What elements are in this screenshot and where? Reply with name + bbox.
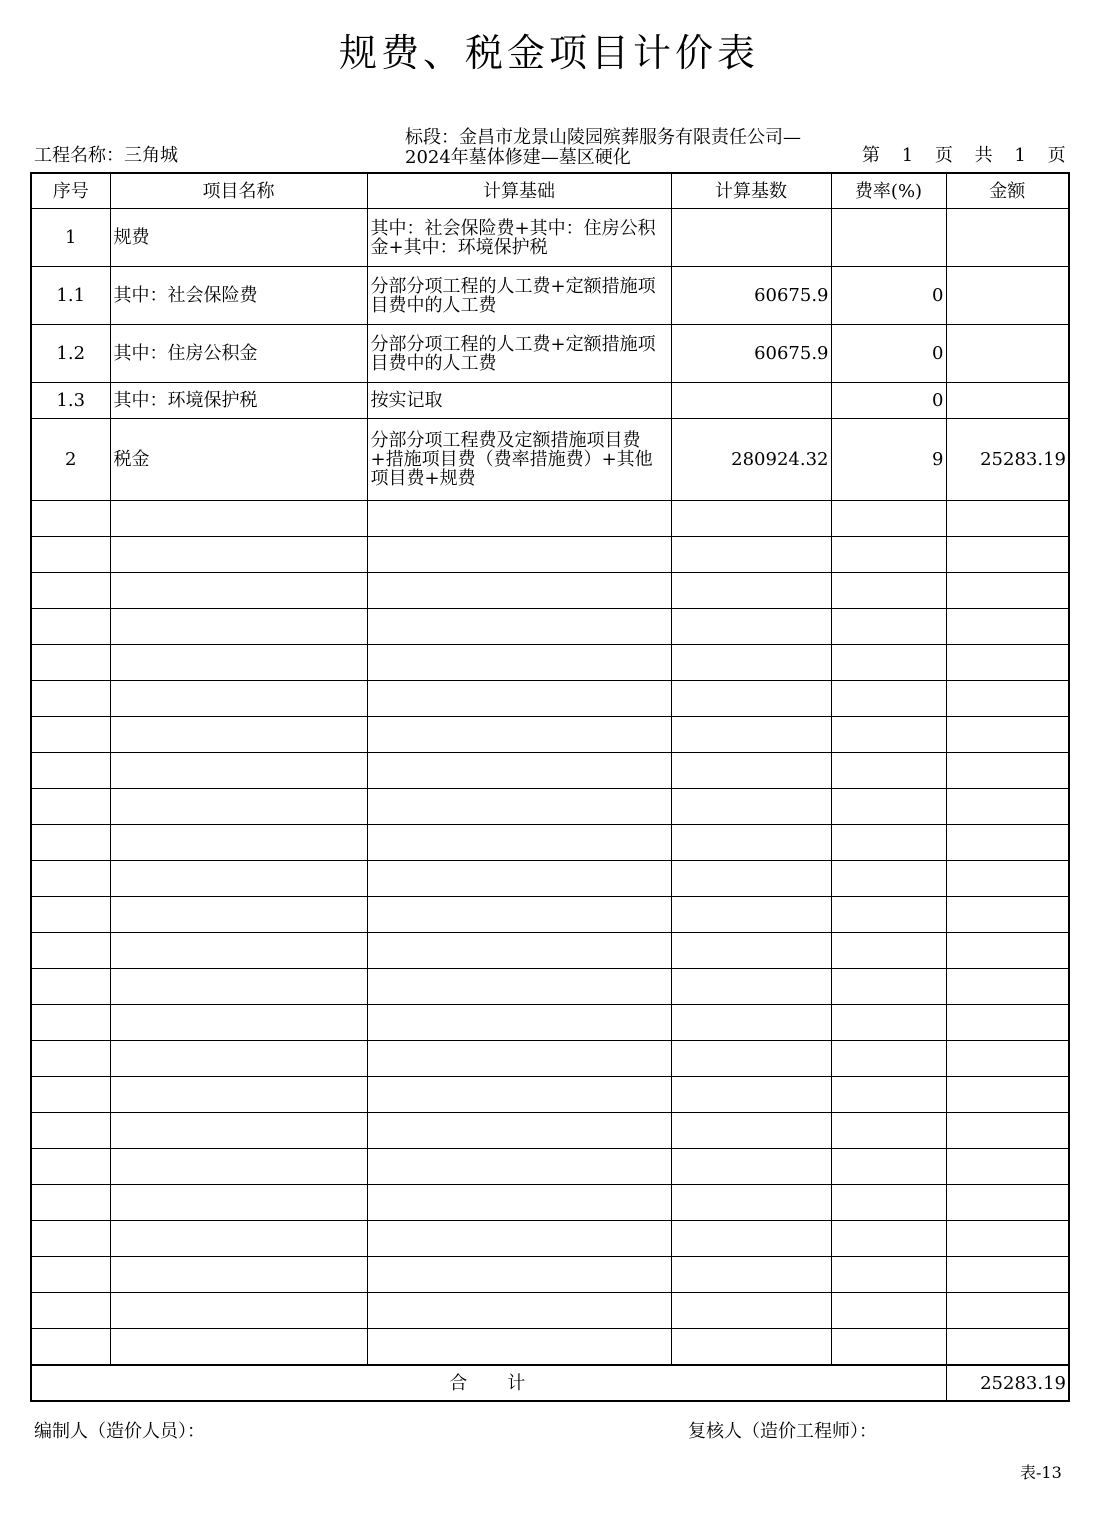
empty-row (31, 897, 1069, 933)
empty-cell (31, 609, 110, 645)
empty-row (31, 681, 1069, 717)
empty-cell (367, 789, 671, 825)
empty-cell (671, 789, 831, 825)
empty-cell (367, 501, 671, 537)
empty-cell (946, 645, 1069, 681)
empty-cell (31, 573, 110, 609)
empty-cell (671, 681, 831, 717)
section-name: 标段：金昌市龙景山陵园殡葬服务有限责任公司—2024年墓体修建—墓区硬化 (405, 127, 801, 168)
empty-cell (831, 1329, 946, 1366)
table-row (31, 209, 1069, 267)
empty-cell (671, 933, 831, 969)
empty-cell (31, 1113, 110, 1149)
empty-cell (31, 1329, 110, 1366)
page-indicator (862, 146, 1066, 166)
table-row (31, 383, 1069, 419)
empty-cell (367, 1221, 671, 1257)
col-header-name: 项目名称 (110, 173, 367, 209)
empty-cell (831, 1113, 946, 1149)
empty-cell (671, 1257, 831, 1293)
cell-amount (946, 325, 1069, 383)
empty-cell (367, 645, 671, 681)
table-header-row (31, 173, 1069, 209)
cell-amount-base: 60675.9 (671, 267, 831, 325)
cell-name: 其中：环境保护税 (110, 383, 367, 419)
empty-row (31, 825, 1069, 861)
cell-name: 其中：住房公积金 (110, 325, 367, 383)
empty-cell (671, 1185, 831, 1221)
empty-cell (831, 1185, 946, 1221)
cell-base: 分部分项工程费及定额措施项目费+措施项目费（费率措施费）+其他项目费+规费 (367, 419, 671, 501)
fee-table-wrap (30, 172, 1070, 1402)
empty-cell (671, 717, 831, 753)
empty-cell (831, 573, 946, 609)
empty-cell (367, 933, 671, 969)
cell-base: 其中：社会保险费+其中：住房公积金+其中：环境保护税 (367, 209, 671, 267)
empty-row (31, 1221, 1069, 1257)
empty-cell (831, 1149, 946, 1185)
col-header-rate: 费率(%) (831, 173, 946, 209)
empty-row (31, 573, 1069, 609)
empty-cell (367, 1257, 671, 1293)
empty-cell (110, 1077, 367, 1113)
form-code: 表-13 (1020, 1463, 1062, 1482)
empty-cell (946, 1221, 1069, 1257)
empty-row (31, 1257, 1069, 1293)
empty-row (31, 717, 1069, 753)
cell-rate: 0 (831, 383, 946, 419)
empty-cell (110, 1041, 367, 1077)
empty-cell (110, 1221, 367, 1257)
empty-row (31, 1005, 1069, 1041)
empty-row (31, 609, 1069, 645)
empty-cell (831, 1293, 946, 1329)
empty-cell (831, 501, 946, 537)
empty-cell (110, 717, 367, 753)
empty-cell (946, 1257, 1069, 1293)
empty-cell (367, 1041, 671, 1077)
empty-cell (671, 753, 831, 789)
empty-cell (946, 1113, 1069, 1149)
empty-cell (110, 1293, 367, 1329)
page-title: 规费、税金项目计价表 (338, 31, 759, 75)
cell-base: 按实记取 (367, 383, 671, 419)
empty-cell (110, 897, 367, 933)
empty-row (31, 753, 1069, 789)
empty-cell (946, 1185, 1069, 1221)
empty-cell (671, 1221, 831, 1257)
empty-cell (946, 861, 1069, 897)
table-row (31, 267, 1069, 325)
empty-cell (946, 1329, 1069, 1366)
empty-cell (31, 645, 110, 681)
empty-row (31, 1149, 1069, 1185)
empty-cell (831, 1221, 946, 1257)
cell-base: 分部分项工程的人工费+定额措施项目费中的人工费 (367, 325, 671, 383)
empty-cell (671, 897, 831, 933)
cell-rate: 0 (831, 267, 946, 325)
empty-cell (31, 537, 110, 573)
empty-row (31, 969, 1069, 1005)
empty-cell (831, 825, 946, 861)
empty-cell (367, 1185, 671, 1221)
cell-amount-base: 280924.32 (671, 419, 831, 501)
empty-cell (110, 501, 367, 537)
fee-table (30, 172, 1070, 1402)
empty-cell (946, 573, 1069, 609)
total-row (31, 1365, 1069, 1401)
empty-cell (367, 1113, 671, 1149)
empty-cell (671, 1149, 831, 1185)
page-di: 第 (862, 145, 880, 166)
empty-cell (110, 681, 367, 717)
total-label: 合计 (31, 1365, 946, 1401)
cell-base: 分部分项工程的人工费+定额措施项目费中的人工费 (367, 267, 671, 325)
empty-cell (671, 1113, 831, 1149)
col-header-amount-base: 计算基数 (671, 173, 831, 209)
cell-rate: 9 (831, 419, 946, 501)
col-header-base: 计算基础 (367, 173, 671, 209)
empty-cell (831, 681, 946, 717)
cell-amount: 25283.19 (946, 419, 1069, 501)
empty-cell (110, 1329, 367, 1366)
table-row (31, 325, 1069, 383)
page-gong: 共 (974, 145, 993, 166)
empty-cell (367, 1077, 671, 1113)
empty-cell (946, 1149, 1069, 1185)
empty-cell (110, 1113, 367, 1149)
empty-cell (671, 825, 831, 861)
cell-amount-base (671, 209, 831, 267)
cell-amount (946, 383, 1069, 419)
empty-cell (110, 753, 367, 789)
empty-cell (367, 753, 671, 789)
empty-cell (31, 1221, 110, 1257)
empty-cell (31, 1185, 110, 1221)
empty-row (31, 1113, 1069, 1149)
empty-row (31, 501, 1069, 537)
empty-cell (946, 1005, 1069, 1041)
empty-cell (946, 501, 1069, 537)
empty-cell (831, 897, 946, 933)
empty-row (31, 1293, 1069, 1329)
empty-row (31, 645, 1069, 681)
empty-cell (946, 537, 1069, 573)
page-current: 1 (901, 145, 914, 166)
empty-cell (367, 1005, 671, 1041)
cell-amount-base (671, 383, 831, 419)
empty-cell (31, 1293, 110, 1329)
empty-cell (831, 537, 946, 573)
empty-cell (671, 537, 831, 573)
empty-cell (110, 537, 367, 573)
empty-cell (831, 1257, 946, 1293)
empty-cell (110, 645, 367, 681)
empty-cell (831, 861, 946, 897)
empty-cell (31, 501, 110, 537)
empty-cell (110, 969, 367, 1005)
empty-cell (31, 1005, 110, 1041)
empty-cell (946, 1077, 1069, 1113)
empty-cell (946, 681, 1069, 717)
empty-row (31, 933, 1069, 969)
empty-cell (31, 1041, 110, 1077)
cell-name: 税金 (110, 419, 367, 501)
empty-cell (31, 717, 110, 753)
cell-name: 规费 (110, 209, 367, 267)
empty-cell (831, 969, 946, 1005)
page-ye2: 页 (1047, 145, 1066, 166)
empty-cell (946, 933, 1069, 969)
empty-cell (110, 1185, 367, 1221)
empty-cell (367, 861, 671, 897)
col-header-no: 序号 (31, 173, 110, 209)
empty-cell (671, 861, 831, 897)
preparer-label: 编制人（造价人员）： (34, 1421, 205, 1442)
cell-amount (946, 267, 1069, 325)
empty-cell (831, 1077, 946, 1113)
empty-cell (671, 1329, 831, 1366)
empty-cell (31, 861, 110, 897)
empty-cell (110, 573, 367, 609)
cell-name: 其中：社会保险费 (110, 267, 367, 325)
empty-cell (367, 1329, 671, 1366)
total-amount: 25283.19 (946, 1365, 1069, 1401)
cell-no: 1 (31, 209, 110, 267)
empty-cell (110, 1149, 367, 1185)
empty-cell (946, 753, 1069, 789)
cell-amount (946, 209, 1069, 267)
cell-no: 1.2 (31, 325, 110, 383)
empty-cell (367, 573, 671, 609)
empty-cell (367, 1293, 671, 1329)
empty-row (31, 861, 1069, 897)
page-total: 1 (1014, 145, 1026, 166)
empty-cell (367, 609, 671, 645)
empty-cell (946, 789, 1069, 825)
empty-cell (31, 753, 110, 789)
empty-cell (831, 1005, 946, 1041)
empty-cell (671, 1041, 831, 1077)
empty-cell (110, 861, 367, 897)
empty-cell (110, 1257, 367, 1293)
empty-cell (31, 789, 110, 825)
cell-rate: 0 (831, 325, 946, 383)
empty-cell (31, 681, 110, 717)
reviewer-label: 复核人（造价工程师）： (688, 1421, 877, 1442)
empty-cell (367, 1149, 671, 1185)
empty-cell (367, 537, 671, 573)
empty-cell (367, 969, 671, 1005)
empty-cell (946, 609, 1069, 645)
empty-cell (831, 933, 946, 969)
empty-cell (831, 609, 946, 645)
empty-cell (31, 1257, 110, 1293)
empty-cell (31, 969, 110, 1005)
empty-cell (671, 1293, 831, 1329)
empty-cell (671, 969, 831, 1005)
empty-cell (671, 1005, 831, 1041)
empty-cell (946, 1293, 1069, 1329)
empty-row (31, 1185, 1069, 1221)
empty-cell (671, 501, 831, 537)
empty-cell (946, 1041, 1069, 1077)
empty-cell (831, 1041, 946, 1077)
empty-cell (110, 825, 367, 861)
empty-cell (31, 897, 110, 933)
empty-cell (946, 825, 1069, 861)
empty-cell (671, 609, 831, 645)
empty-cell (671, 645, 831, 681)
empty-cell (367, 825, 671, 861)
empty-cell (31, 1149, 110, 1185)
empty-cell (31, 825, 110, 861)
empty-cell (831, 645, 946, 681)
empty-row (31, 789, 1069, 825)
cell-no: 2 (31, 419, 110, 501)
empty-row (31, 1041, 1069, 1077)
empty-cell (110, 933, 367, 969)
empty-cell (110, 789, 367, 825)
empty-cell (367, 681, 671, 717)
empty-cell (671, 1077, 831, 1113)
empty-cell (110, 609, 367, 645)
page-ye: 页 (934, 145, 953, 166)
empty-cell (110, 1005, 367, 1041)
col-header-amount: 金额 (946, 173, 1069, 209)
empty-cell (831, 753, 946, 789)
empty-cell (31, 1077, 110, 1113)
empty-row (31, 1329, 1069, 1366)
empty-cell (367, 897, 671, 933)
project-name: 工程名称：三角城 (34, 145, 178, 166)
cell-amount-base: 60675.9 (671, 325, 831, 383)
empty-cell (946, 717, 1069, 753)
empty-cell (831, 717, 946, 753)
cell-no: 1.3 (31, 383, 110, 419)
cell-rate (831, 209, 946, 267)
empty-cell (946, 897, 1069, 933)
empty-row (31, 537, 1069, 573)
empty-cell (831, 789, 946, 825)
empty-cell (946, 969, 1069, 1005)
empty-row (31, 1077, 1069, 1113)
table-row (31, 419, 1069, 501)
empty-cell (367, 717, 671, 753)
empty-cell (671, 573, 831, 609)
empty-cell (31, 933, 110, 969)
cell-no: 1.1 (31, 267, 110, 325)
